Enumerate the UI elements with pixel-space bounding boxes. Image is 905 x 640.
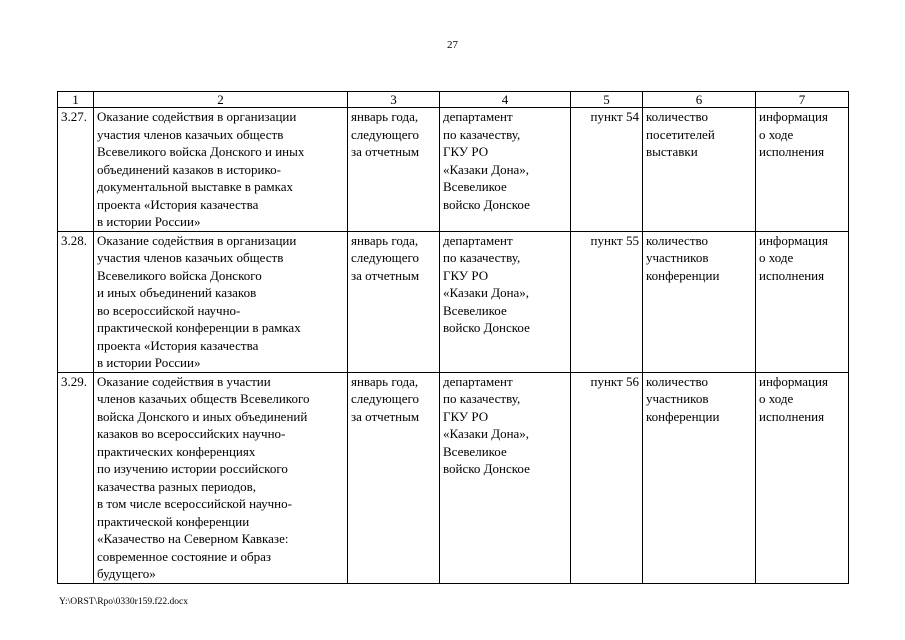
table-row <box>58 372 849 583</box>
executor-cell: департамент по казачеству, ГКУ РО «Казаки Дона», Всевеликое войско Донское <box>440 231 571 372</box>
report-cell: информация о ходе исполнения <box>756 372 849 583</box>
point-cell: пункт 55 <box>571 231 643 372</box>
row-number: 3.28. <box>58 231 94 372</box>
column-header: 2 <box>94 92 348 108</box>
point-cell: пункт 56 <box>571 372 643 583</box>
column-header: 7 <box>756 92 849 108</box>
row-number: 3.29. <box>58 372 94 583</box>
indicator-cell: количество посетителей выставки <box>643 108 756 232</box>
executor-cell: департамент по казачеству, ГКУ РО «Казаки Дона», Всевеликое войско Донское <box>440 372 571 583</box>
indicator-cell: количество участников конференции <box>643 231 756 372</box>
column-header: 1 <box>58 92 94 108</box>
activity-plan-table <box>57 91 849 584</box>
term-cell: январь года, следующего за отчетным <box>348 372 440 583</box>
table-header-row <box>58 92 849 108</box>
report-cell: информация о ходе исполнения <box>756 231 849 372</box>
indicator-cell: количество участников конференции <box>643 372 756 583</box>
executor-cell: департамент по казачеству, ГКУ РО «Казаки Дона», Всевеликое войско Донское <box>440 108 571 232</box>
row-number: 3.27. <box>58 108 94 232</box>
table-row <box>58 231 849 372</box>
term-cell: январь года, следующего за отчетным <box>348 231 440 372</box>
report-cell: информация о ходе исполнения <box>756 108 849 232</box>
activity-cell: Оказание содействия в организации участия членов казачьих обществ Всевеликого войска Донского и иных объединений казаков в историко- документальной выставке в рамках проекта «История казачества в истории России» <box>94 108 348 232</box>
column-header: 3 <box>348 92 440 108</box>
table-row <box>58 108 849 232</box>
column-header: 5 <box>571 92 643 108</box>
activity-cell: Оказание содействия в организации участия членов казачьих обществ Всевеликого войска Донского и иных объединений казаков во всероссийской научно- практической конференции в рамках проекта «История казачества в истории России» <box>94 231 348 372</box>
term-cell: январь года, следующего за отчетным <box>348 108 440 232</box>
page-number: 27 <box>447 39 458 51</box>
column-header: 4 <box>440 92 571 108</box>
column-header: 6 <box>643 92 756 108</box>
activity-cell: Оказание содействия в участии членов казачьих обществ Всевеликого войска Донского и иных объединений казаков во всероссийских научно- практических конференциях по изучению истории российского казачества разных периодов, в том числе всероссийской научно- практической конференции «Казачество на Северном Кавказе: современное состояние и образ будущего» <box>94 372 348 583</box>
point-cell: пункт 54 <box>571 108 643 232</box>
footer-file-path: Y:\ORST\Rpo\0330r159.f22.docx <box>59 597 188 607</box>
